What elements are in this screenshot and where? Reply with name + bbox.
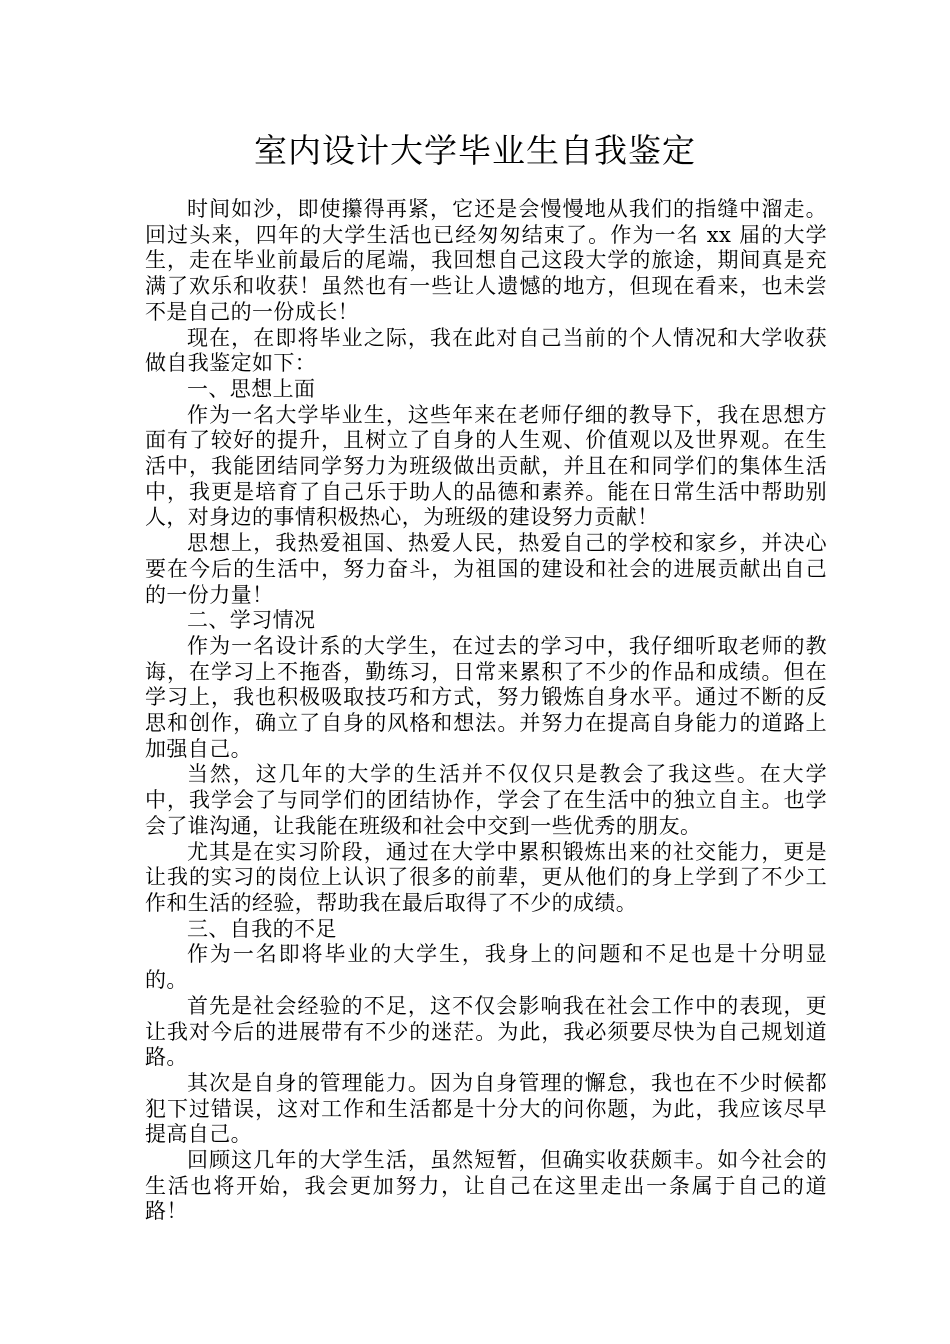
- paragraph-shortcomings-2: 首先是社会经验的不足，这不仅会影响我在社会工作中的表现，更让我对今后的进展带有不少的迷茫。为此，我必须要尽快为自己规划道路。: [145, 993, 827, 1070]
- paragraph-study-2: 当然，这几年的大学的生活并不仅仅只是教会了我这些。在大学中，我学会了与同学们的团结协作，学会了在生活中的独立自主。也学会了谁沟通，让我能在班级和社会中交到一些优秀的朋友。: [145, 762, 827, 838]
- section-heading-study: 二、学习情况: [187, 608, 316, 633]
- paragraph-conclusion: 回顾这几年的大学生活，虽然短暂，但确实收获颇丰。如今社会的生活也将开始，我会更加努力，让自己在这里走出一条属于自己的道路！: [145, 1148, 827, 1224]
- paragraph-thought-1: 作为一名大学毕业生，这些年来在老师仔细的教导下，我在思想方面有了较好的提升，且树立了自身的人生观、价值观以及世界观。在生活中，我能团结同学努力为班级做出贡献，并且在和同学们的集体生活中，我更是培育了自己乐于助人的品德和素养。能在日常生活中帮助别人，对身边的事情积极热心，为班级的建设努力贡献！: [145, 402, 827, 530]
- paragraph-preface: 现在，在即将毕业之际，我在此对自己当前的个人情况和大学收获做自我鉴定如下：: [145, 325, 827, 376]
- section-heading-shortcomings: 三、自我的不足: [187, 916, 337, 941]
- section-heading-thought: 一、思想上面: [187, 376, 316, 401]
- document-title: 室内设计大学毕业生自我鉴定: [254, 131, 696, 170]
- paragraph-shortcomings-3: 其次是自身的管理能力。因为自身管理的懈怠，我也在不少时候都犯下过错误，这对工作和生活都是十分大的问你题，为此，我应该尽早提高自己。: [145, 1070, 827, 1147]
- document-body: [145, 197, 827, 1225]
- paragraph-shortcomings-1: 作为一名即将毕业的大学生，我身上的问题和不足也是十分明显的。: [145, 942, 827, 993]
- paragraph-intro: 时间如沙，即使攥得再紧，它还是会慢慢地从我们的指缝中溜走。回过头来，四年的大学生活也已经匆匆结束了。作为一名 xx 届的大学生，走在毕业前最后的尾端，我回想自己这段大学的旅途，期间真是充满了欢乐和收获！虽然也有一些让人遗憾的地方，但现在看来，也未尝不是自己的一份成长！: [145, 197, 827, 324]
- paragraph-study-3: 尤其是在实习阶段，通过在大学中累积锻炼出来的社交能力，更是让我的实习的岗位上认识了很多的前辈，更从他们的身上学到了不少工作和生活的经验，帮助我在最后取得了不少的成绩。: [145, 839, 827, 915]
- paragraph-thought-2: 思想上，我热爱祖国、热爱人民，热爱自己的学校和家乡，并决心要在今后的生活中，努力奋斗，为祖国的建设和社会的进展贡献出自己的一份力量！: [145, 531, 827, 607]
- paragraph-study-1: 作为一名设计系的大学生，在过去的学习中，我仔细听取老师的教诲，在学习上不拖沓，勤练习，日常来累积了不少的作品和成绩。但在学习上，我也积极吸取技巧和方式，努力锻炼自身水平。通过不断的反思和创作，确立了自身的风格和想法。并努力在提高自身能力的道路上加强自己。: [145, 633, 827, 761]
